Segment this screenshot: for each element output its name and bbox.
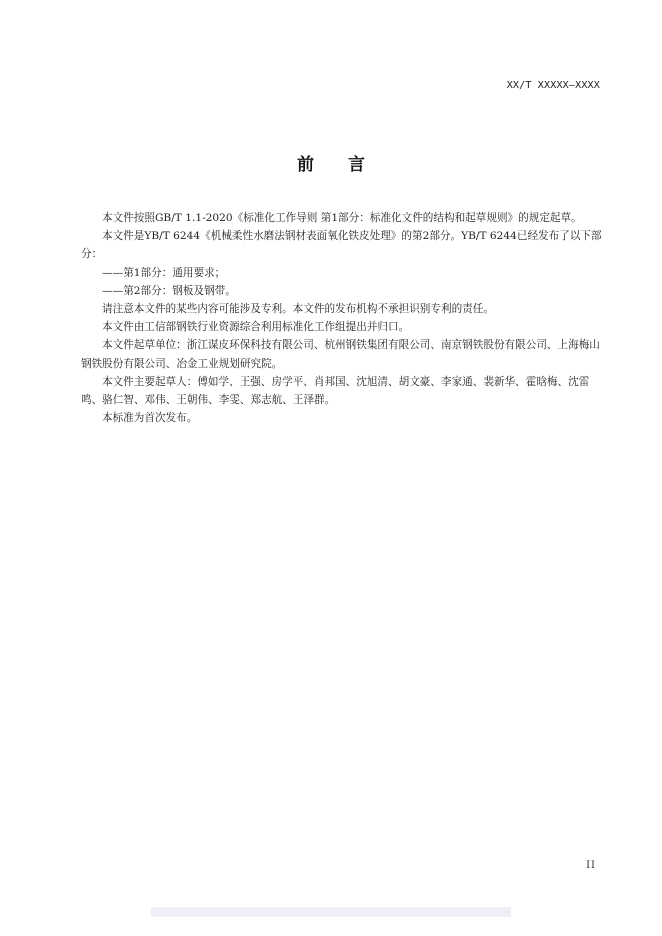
list-item-part-2: ——第2部分：钢板及钢带。 bbox=[102, 284, 236, 297]
title-char-2: 言 bbox=[348, 155, 365, 175]
paragraph-patent-notice: 请注意本文件的某些内容可能涉及专利。本文件的发布机构不承担识别专利的责任。 bbox=[102, 303, 494, 316]
document-code: XX/T XXXXX—XXXX bbox=[506, 80, 600, 91]
paragraph-proposer: 本文件由工信部钢铁行业资源综合利用标准化工作组提出并归口。 bbox=[102, 321, 410, 334]
page-number: II bbox=[586, 860, 596, 871]
watermark-band bbox=[151, 905, 511, 919]
paragraph-drafting-rules: 本文件按照GB/T 1.1-2020《标准化工作导则 第1部分：标准化文件的结构和起草规则》的规定起草。 bbox=[102, 212, 582, 224]
list-item-part-1: ——第1部分：通用要求； bbox=[102, 266, 226, 279]
paragraph-drafters: 本文件主要起草人：傅如学、王强、房学平、肖邦国、沈旭清、胡文豪、李家通、裴新华、霍晗梅、沈雷鸣、骆仁智、邓伟、王朝伟、李雯、郑志航、王泽群。 bbox=[81, 375, 590, 407]
foreword-body bbox=[81, 209, 603, 427]
title-char-1: 前 bbox=[297, 155, 314, 175]
paragraph-document-part: 本文件是YB/T 6244《机械柔性水磨法钢材表面氧化铁皮处理》的第2部分。YB/T 6244已经发布了以下部分： bbox=[81, 230, 602, 261]
page-title bbox=[0, 150, 662, 175]
paragraph-first-release: 本标准为首次发布。 bbox=[102, 412, 198, 425]
paragraph-drafting-units: 本文件起草单位：浙江谋皮环保科技有限公司、杭州钢铁集团有限公司、南京钢铁股份有限公司、上海梅山钢铁股份有限公司、冶金工业规划研究院。 bbox=[81, 339, 600, 370]
watermark bbox=[0, 905, 662, 922]
